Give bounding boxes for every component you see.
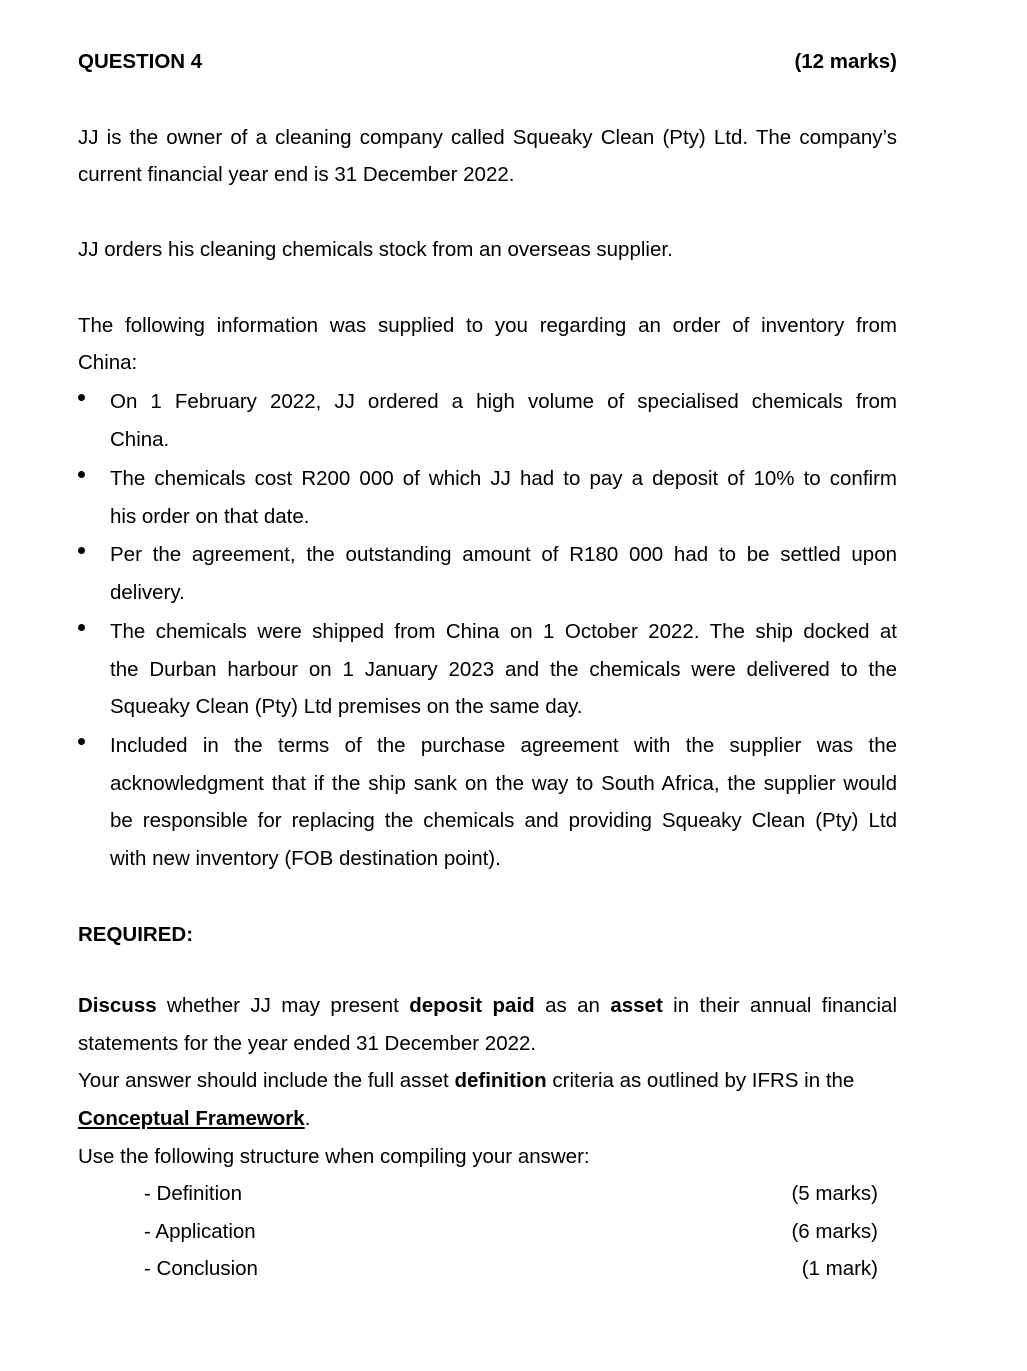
bullet-icon — [78, 471, 85, 478]
structure-marks: (6 marks) — [791, 1220, 878, 1243]
deposit-paid-keyword: deposit paid — [409, 994, 535, 1017]
bullet-5-line-3: be responsible for replacing the chemicals and providing Squeaky Clean (Pty) Ltd — [110, 809, 897, 833]
intro-paragraph-3-line-1: The following information was supplied to you regarding an order of inventory from — [78, 314, 897, 337]
answer-instruction-line-2 — [78, 1107, 897, 1131]
question-text: as an — [534, 994, 611, 1017]
structure-intro: Use the following structure when compiling your answer: — [78, 1145, 590, 1168]
question-text: in their annual financial — [662, 994, 898, 1017]
intro-paragraph-1-line-1: JJ is the owner of a cleaning company called Squeaky Clean (Pty) Ltd. The company’s — [78, 126, 897, 149]
structure-label: - Application — [144, 1220, 256, 1243]
conceptual-framework-keyword: Conceptual Framework — [78, 1107, 305, 1130]
structure-item-application — [144, 1220, 878, 1244]
instruction-text: Your answer should include the full asset — [78, 1069, 455, 1092]
asset-keyword: asset — [610, 994, 663, 1017]
bullet-2-line-2: his order on that date. — [110, 504, 310, 528]
question-text: whether JJ may present — [156, 994, 410, 1017]
bullet-4-line-1: The chemicals were shipped from China on 1 October 2022. The ship docked at — [110, 620, 897, 643]
required-heading: REQUIRED: — [78, 923, 194, 946]
question-title: QUESTION 4 — [78, 50, 203, 73]
discuss-keyword: Discuss — [78, 994, 157, 1017]
answer-instruction-line-1 — [78, 1069, 897, 1093]
bullet-icon — [78, 547, 85, 554]
bullet-4-line-3: Squeaky Clean (Pty) Ltd premises on the same day. — [110, 695, 583, 719]
structure-label: - Conclusion — [144, 1257, 258, 1280]
bullet-2-line-1: The chemicals cost R200 000 of which JJ had to pay a deposit of 10% to confirm — [110, 467, 897, 490]
bullet-5-line-2: acknowledgment that if the ship sank on the way to South Africa, the supplier would — [110, 771, 897, 795]
instruction-text: . — [304, 1107, 311, 1130]
intro-paragraph-1-line-2: current financial year end is 31 December 2022. — [78, 163, 515, 186]
instruction-text: criteria as outlined by IFRS in the — [546, 1069, 855, 1092]
structure-marks: (5 marks) — [791, 1182, 878, 1205]
question-total-marks: (12 marks) — [794, 50, 897, 73]
bullet-3-line-2: delivery. — [110, 580, 185, 604]
bullet-icon — [78, 394, 85, 401]
structure-item-definition — [144, 1182, 878, 1206]
intro-paragraph-2: JJ orders his cleaning chemicals stock from an overseas supplier. — [78, 238, 673, 261]
intro-paragraph-3-line-2: China: — [78, 351, 138, 374]
structure-item-conclusion — [144, 1257, 878, 1281]
bullet-1-line-2: China. — [110, 427, 170, 451]
required-question-line-1 — [78, 994, 897, 1018]
bullet-5-line-4: with new inventory (FOB destination point). — [110, 847, 501, 871]
definition-keyword: definition — [454, 1069, 547, 1092]
bullet-4-line-2: the Durban harbour on 1 January 2023 and the chemicals were delivered to the — [110, 657, 897, 681]
bullet-5-line-1: Included in the terms of the purchase agreement with the supplier was the — [110, 734, 897, 757]
structure-label: - Definition — [144, 1182, 242, 1205]
bullet-3-line-1: Per the agreement, the outstanding amount of R180 000 had to be settled upon — [110, 543, 897, 566]
bullet-icon — [78, 738, 85, 745]
question-header — [78, 50, 897, 74]
bullet-1-line-1: On 1 February 2022, JJ ordered a high volume of specialised chemicals from — [110, 390, 897, 413]
structure-marks: (1 mark) — [801, 1257, 878, 1280]
bullet-icon — [78, 624, 85, 631]
required-question-line-2: statements for the year ended 31 December 2022. — [78, 1032, 537, 1055]
